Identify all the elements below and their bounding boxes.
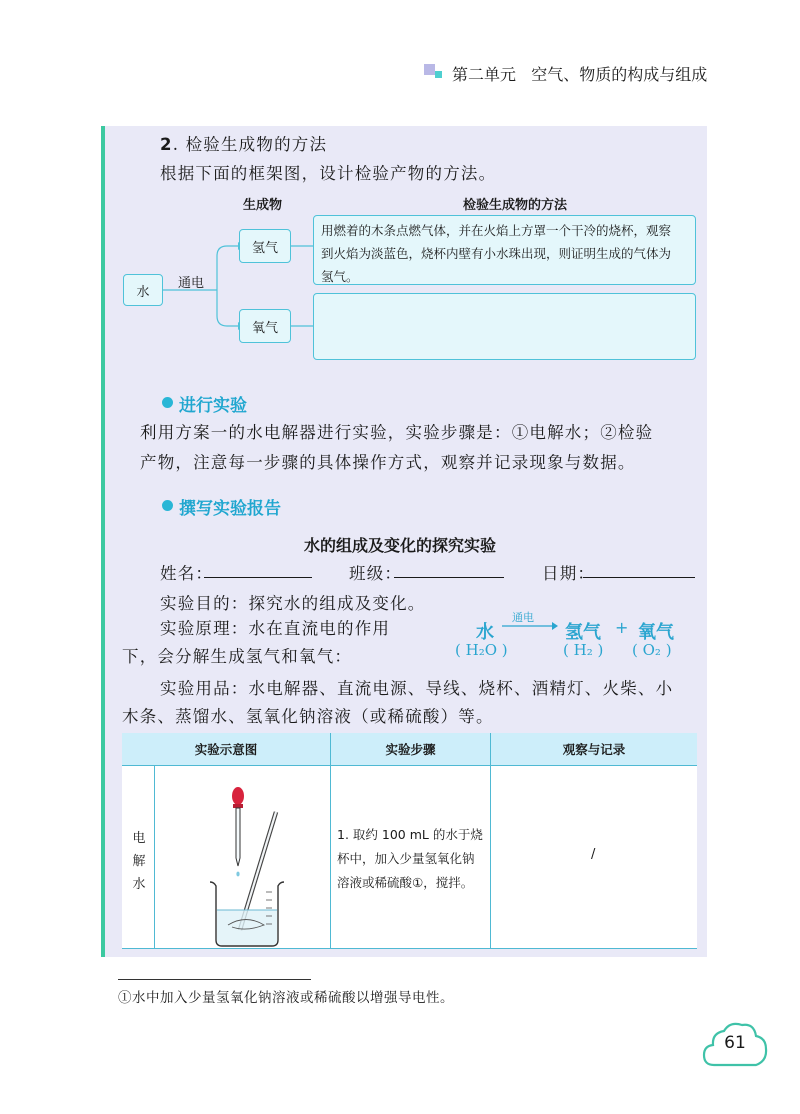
diagram-product-oxygen: 氧气 <box>239 309 291 343</box>
table-divider <box>330 733 331 948</box>
bullet-dot-icon <box>162 397 173 408</box>
formula-arrow <box>500 620 560 632</box>
unit-label: 第二单元 <box>452 65 517 84</box>
method-line: 到火焰为淡蓝色，烧杯内壁有小水珠出现，则证明生成的气体为 <box>321 246 672 261</box>
experiment-line-1: 利用方案一的水电解器进行实验，实验步骤是：①电解水；②检验 <box>140 423 654 442</box>
diagram-header-method: 检验生成物的方法 <box>463 198 568 213</box>
diagram-source-water: 水 <box>123 274 163 306</box>
beaker-dropper-illustration <box>200 782 300 947</box>
formula-reactant: 水 <box>476 622 494 643</box>
page-number: 61 <box>724 1033 746 1053</box>
method-line: 用燃着的木条点燃气体，并在火焰上方罩一个干冷的烧杯，观察 <box>321 223 672 238</box>
formula-product-2: 氧气 <box>638 622 674 643</box>
diagram-method-hydrogen <box>313 215 696 285</box>
record-cell: / <box>591 847 596 862</box>
principle-line-1: 实验原理：水在直流电的作用 <box>160 619 391 638</box>
diagram-header-product: 生成物 <box>243 198 283 213</box>
section-2-instruction: 根据下面的框架图，设计检验产物的方法。 <box>160 164 497 183</box>
section-number: 2 <box>160 135 173 154</box>
class-label: 班级： <box>349 564 403 583</box>
experiment-section-title: 进行实验 <box>179 396 247 416</box>
method-line: 氢气。 <box>321 269 359 284</box>
table-header-record: 观察与记录 <box>491 733 697 765</box>
materials-line-1: 实验用品：水电解器、直流电源、导线、烧杯、酒精灯、火柴、小 <box>160 679 674 698</box>
bullet-dot-icon <box>162 500 173 511</box>
step-line: 1. 取约 100 mL 的水于烧 <box>337 827 483 842</box>
name-label: 姓名： <box>160 564 214 583</box>
formula-product-1: 氢气 <box>565 622 601 643</box>
date-field[interactable] <box>583 577 695 578</box>
step-line: 溶液或稀硫酸①，搅拌。 <box>337 875 474 890</box>
row-label-char: 水 <box>132 877 146 892</box>
table-header-diagram: 实验示意图 <box>122 733 330 765</box>
table-divider <box>122 765 697 766</box>
table-divider <box>490 733 491 948</box>
diagram-method-oxygen-blank[interactable] <box>313 293 696 360</box>
materials-line-2: 木条、蒸馏水、氢氧化钠溶液（或稀硫酸）等。 <box>122 707 494 726</box>
report-section-title: 撰写实验报告 <box>179 499 281 519</box>
diagram-product-hydrogen: 氢气 <box>239 229 291 263</box>
formula-product-2-symbol: ( O₂ ) <box>632 641 672 659</box>
section-title: . 检验生成物的方法 <box>172 135 328 154</box>
principle-line-2: 下，会分解生成氢气和氧气： <box>122 647 353 666</box>
row-label-electrolysis <box>130 827 148 896</box>
purpose-text: 实验目的：探究水的组成及变化。 <box>160 594 426 613</box>
diagram-condition: 通电 <box>178 276 205 291</box>
step-line: 杯中，加入少量氢氧化钠 <box>337 851 475 866</box>
formula-reactant-symbol: ( H₂O ) <box>455 641 508 659</box>
footnote-rule <box>118 979 311 980</box>
row-label-char: 电 <box>132 831 146 846</box>
experiment-line-2: 产物，注意每一步骤的具体操作方式，观察并记录现象与数据。 <box>140 453 636 472</box>
name-field[interactable] <box>204 577 312 578</box>
table-header-steps: 实验步骤 <box>331 733 490 765</box>
formula-plus: + <box>615 618 629 637</box>
unit-title: 空气、物质的构成与组成 <box>531 65 708 84</box>
dropper-bulb <box>232 787 244 805</box>
formula-condition: 通电 <box>512 611 534 624</box>
table-divider <box>154 766 155 948</box>
footnote: ①水中加入少量氢氧化钠溶液或稀硫酸以增强导电性。 <box>118 990 454 1006</box>
formula-product-1-symbol: ( H₂ ) <box>563 641 604 659</box>
row-label-char: 解 <box>132 854 146 869</box>
table-bottom-border <box>122 948 697 949</box>
class-field[interactable] <box>394 577 504 578</box>
report-title: 水的组成及变化的探究实验 <box>303 536 496 555</box>
step-1-text <box>337 823 483 895</box>
date-label: 日期： <box>542 564 596 583</box>
